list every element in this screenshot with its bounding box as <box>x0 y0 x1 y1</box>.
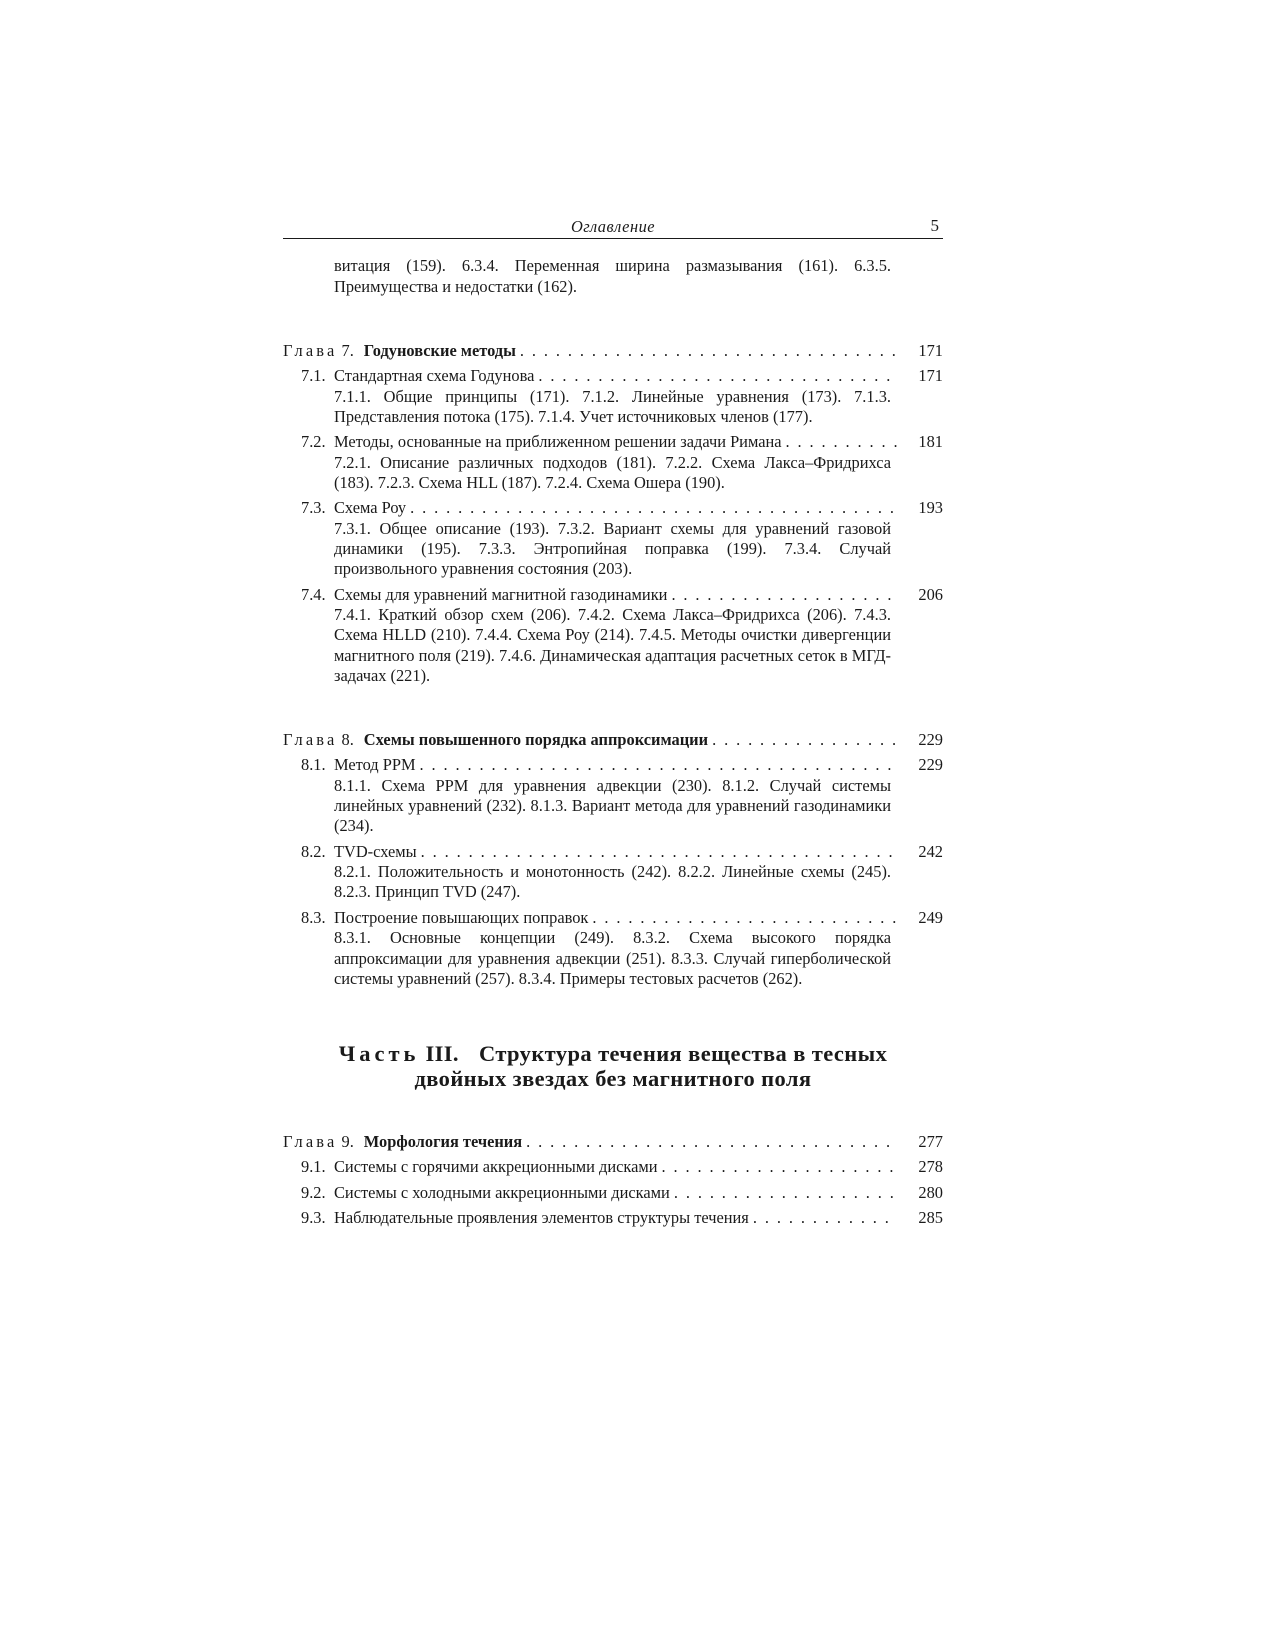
dot-leader <box>538 366 897 387</box>
section-page: 206 <box>918 584 943 604</box>
dot-leader <box>421 842 897 863</box>
section-heading[interactable] <box>301 1183 943 1204</box>
subsection-list: 7.2.1. Описание различных подходов (181). 7.2.2. Схема Лакса–Фридрихса (183). 7.2.3. Схема HLL (187). 7.2.4. Схема Ошера (190). <box>334 452 891 492</box>
part-heading-line-1 <box>283 1041 943 1066</box>
section-number: 9.3. <box>301 1208 326 1228</box>
section-title: Методы, основанные на приближенном решении задачи Римана <box>334 432 782 452</box>
chapter-7 <box>283 334 943 686</box>
subsection-list: 8.1.1. Схема PPM для уравнения адвекции (230). 8.1.2. Случай системы линейных уравнений (232). 8.1.3. Вариант метода для уравнений газодинамики (234). <box>334 775 891 836</box>
running-head <box>283 205 943 239</box>
section-9-2 <box>301 1183 943 1204</box>
section-page: 280 <box>918 1182 943 1202</box>
section-number: 9.2. <box>301 1182 326 1202</box>
part-title-line-2: двойных звездах без магнитного поля <box>414 1066 812 1092</box>
running-title: Оглавление <box>570 217 656 236</box>
section-number: 8.2. <box>301 841 326 861</box>
chapter-number: 9. <box>341 1131 354 1151</box>
section-number: 8.1. <box>301 755 326 775</box>
subsection-list: 7.4.1. Краткий обзор схем (206). 7.4.2. Схема Лакса–Фридрихса (206). 7.4.3. Схема HLLD (210). 7.4.4. Схема Роу (214). 7.4.5. Методы очистки дивергенции магнитного поля (219). 7.4.6. Динамическая адаптация расчетных сеток в МГД-задачах (221). <box>334 605 891 685</box>
dot-leader <box>420 755 897 776</box>
section-page: 181 <box>918 432 943 452</box>
section-heading[interactable] <box>301 366 943 387</box>
section-page: 242 <box>918 841 943 861</box>
section-7-4 <box>301 585 943 687</box>
chapter-page: 277 <box>918 1131 943 1151</box>
dot-leader <box>674 1183 897 1204</box>
section-8-2 <box>301 842 943 903</box>
section-8-3 <box>301 908 943 989</box>
chapter-heading[interactable] <box>283 1125 943 1152</box>
chapter-9 <box>283 1125 943 1229</box>
section-title: Метод PPM <box>334 755 416 775</box>
dot-leader <box>592 908 897 929</box>
section-heading[interactable] <box>301 755 943 776</box>
part-number: III. <box>425 1041 459 1067</box>
dot-leader <box>712 730 897 751</box>
section-9-1 <box>301 1157 943 1178</box>
chapter-heading[interactable] <box>283 723 943 750</box>
dot-leader <box>671 585 897 606</box>
chapter-prefix: Глава <box>283 340 338 360</box>
part-prefix: Часть <box>338 1041 420 1067</box>
section-number: 9.1. <box>301 1157 326 1177</box>
chapter-title: Годуновские методы <box>363 340 516 360</box>
section-page: 278 <box>918 1157 943 1177</box>
section-7-2 <box>301 432 943 493</box>
section-page: 171 <box>918 366 943 385</box>
dot-leader <box>520 341 897 362</box>
section-number: 7.1. <box>301 366 326 385</box>
dot-leader <box>410 498 897 519</box>
chapter-page: 171 <box>918 340 943 360</box>
section-title: Системы с холодными аккреционными дисками <box>334 1182 670 1202</box>
section-7-1 <box>301 366 943 427</box>
chapter-heading[interactable] <box>283 334 943 361</box>
dot-leader <box>526 1132 897 1153</box>
section-number: 8.3. <box>301 907 326 927</box>
section-page: 285 <box>918 1208 943 1228</box>
section-title: TVD-схемы <box>334 841 417 861</box>
chapter-page: 229 <box>918 729 943 749</box>
page-number: 5 <box>930 216 939 235</box>
section-heading[interactable] <box>301 585 943 606</box>
toc-page <box>283 205 943 1229</box>
section-heading[interactable] <box>301 432 943 453</box>
section-8-1 <box>301 755 943 836</box>
part-heading <box>283 1041 943 1091</box>
section-page: 193 <box>918 498 943 518</box>
chapter-prefix: Глава <box>283 1131 338 1151</box>
section-heading[interactable] <box>301 498 943 519</box>
section-title: Системы с горячими аккреционными дисками <box>334 1157 658 1177</box>
section-7-3 <box>301 498 943 579</box>
section-title: Наблюдательные проявления элементов структуры течения <box>334 1208 749 1228</box>
dot-leader <box>753 1208 897 1229</box>
section-page: 229 <box>918 755 943 775</box>
section-heading[interactable] <box>301 908 943 929</box>
section-page: 249 <box>918 907 943 927</box>
subsection-list: 8.2.1. Положительность и монотонность (242). 8.2.2. Линейные схемы (245). 8.2.3. Принцип TVD (247). <box>334 862 891 902</box>
subsection-list: 8.3.1. Основные концепции (249). 8.3.2. Схема высокого порядка аппроксимации для уравнения адвекции (251). 8.3.3. Случай гиперболической системы уравнений (257). 8.3.4. Примеры тестовых расчетов (262). <box>334 928 891 988</box>
part-title-line-1: Структура течения вещества в тесных <box>478 1041 888 1067</box>
dot-leader <box>786 432 897 453</box>
section-heading[interactable] <box>301 842 943 863</box>
section-heading[interactable] <box>301 1157 943 1178</box>
chapter-prefix: Глава <box>283 729 338 749</box>
chapter-8 <box>283 723 943 989</box>
section-9-3 <box>301 1208 943 1229</box>
subsection-list: 7.1.1. Общие принципы (171). 7.1.2. Линейные уравнения (173). 7.1.3. Представления потока (175). 7.1.4. Учет источниковых членов (177). <box>334 386 891 426</box>
section-title: Построение повышающих поправок <box>334 907 589 927</box>
section-number: 7.4. <box>301 584 326 604</box>
chapter-title: Морфология течения <box>363 1131 523 1151</box>
subsection-list: 7.3.1. Общее описание (193). 7.3.2. Вариант схемы для уравнений газовой динамики (195). 7.3.3. Энтропийная поправка (199). 7.3.4. Случай произвольного уравнения состояния (203). <box>334 518 891 579</box>
section-title: Стандартная схема Годунова <box>334 366 535 385</box>
section-number: 7.3. <box>301 498 326 518</box>
section-number: 7.2. <box>301 432 326 452</box>
continuation-text: витация (159). 6.3.4. Переменная ширина размазывания (161). 6.3.5. Преимущества и недостатки (162). <box>334 256 891 296</box>
chapter-number: 8. <box>341 729 354 749</box>
chapter-number: 7. <box>341 340 354 360</box>
chapter-title: Схемы повышенного порядка аппроксимации <box>363 729 709 749</box>
dot-leader <box>662 1157 898 1178</box>
section-heading[interactable] <box>301 1208 943 1229</box>
section-title: Схемы для уравнений магнитной газодинамики <box>334 584 668 604</box>
section-title: Схема Роу <box>334 498 407 518</box>
